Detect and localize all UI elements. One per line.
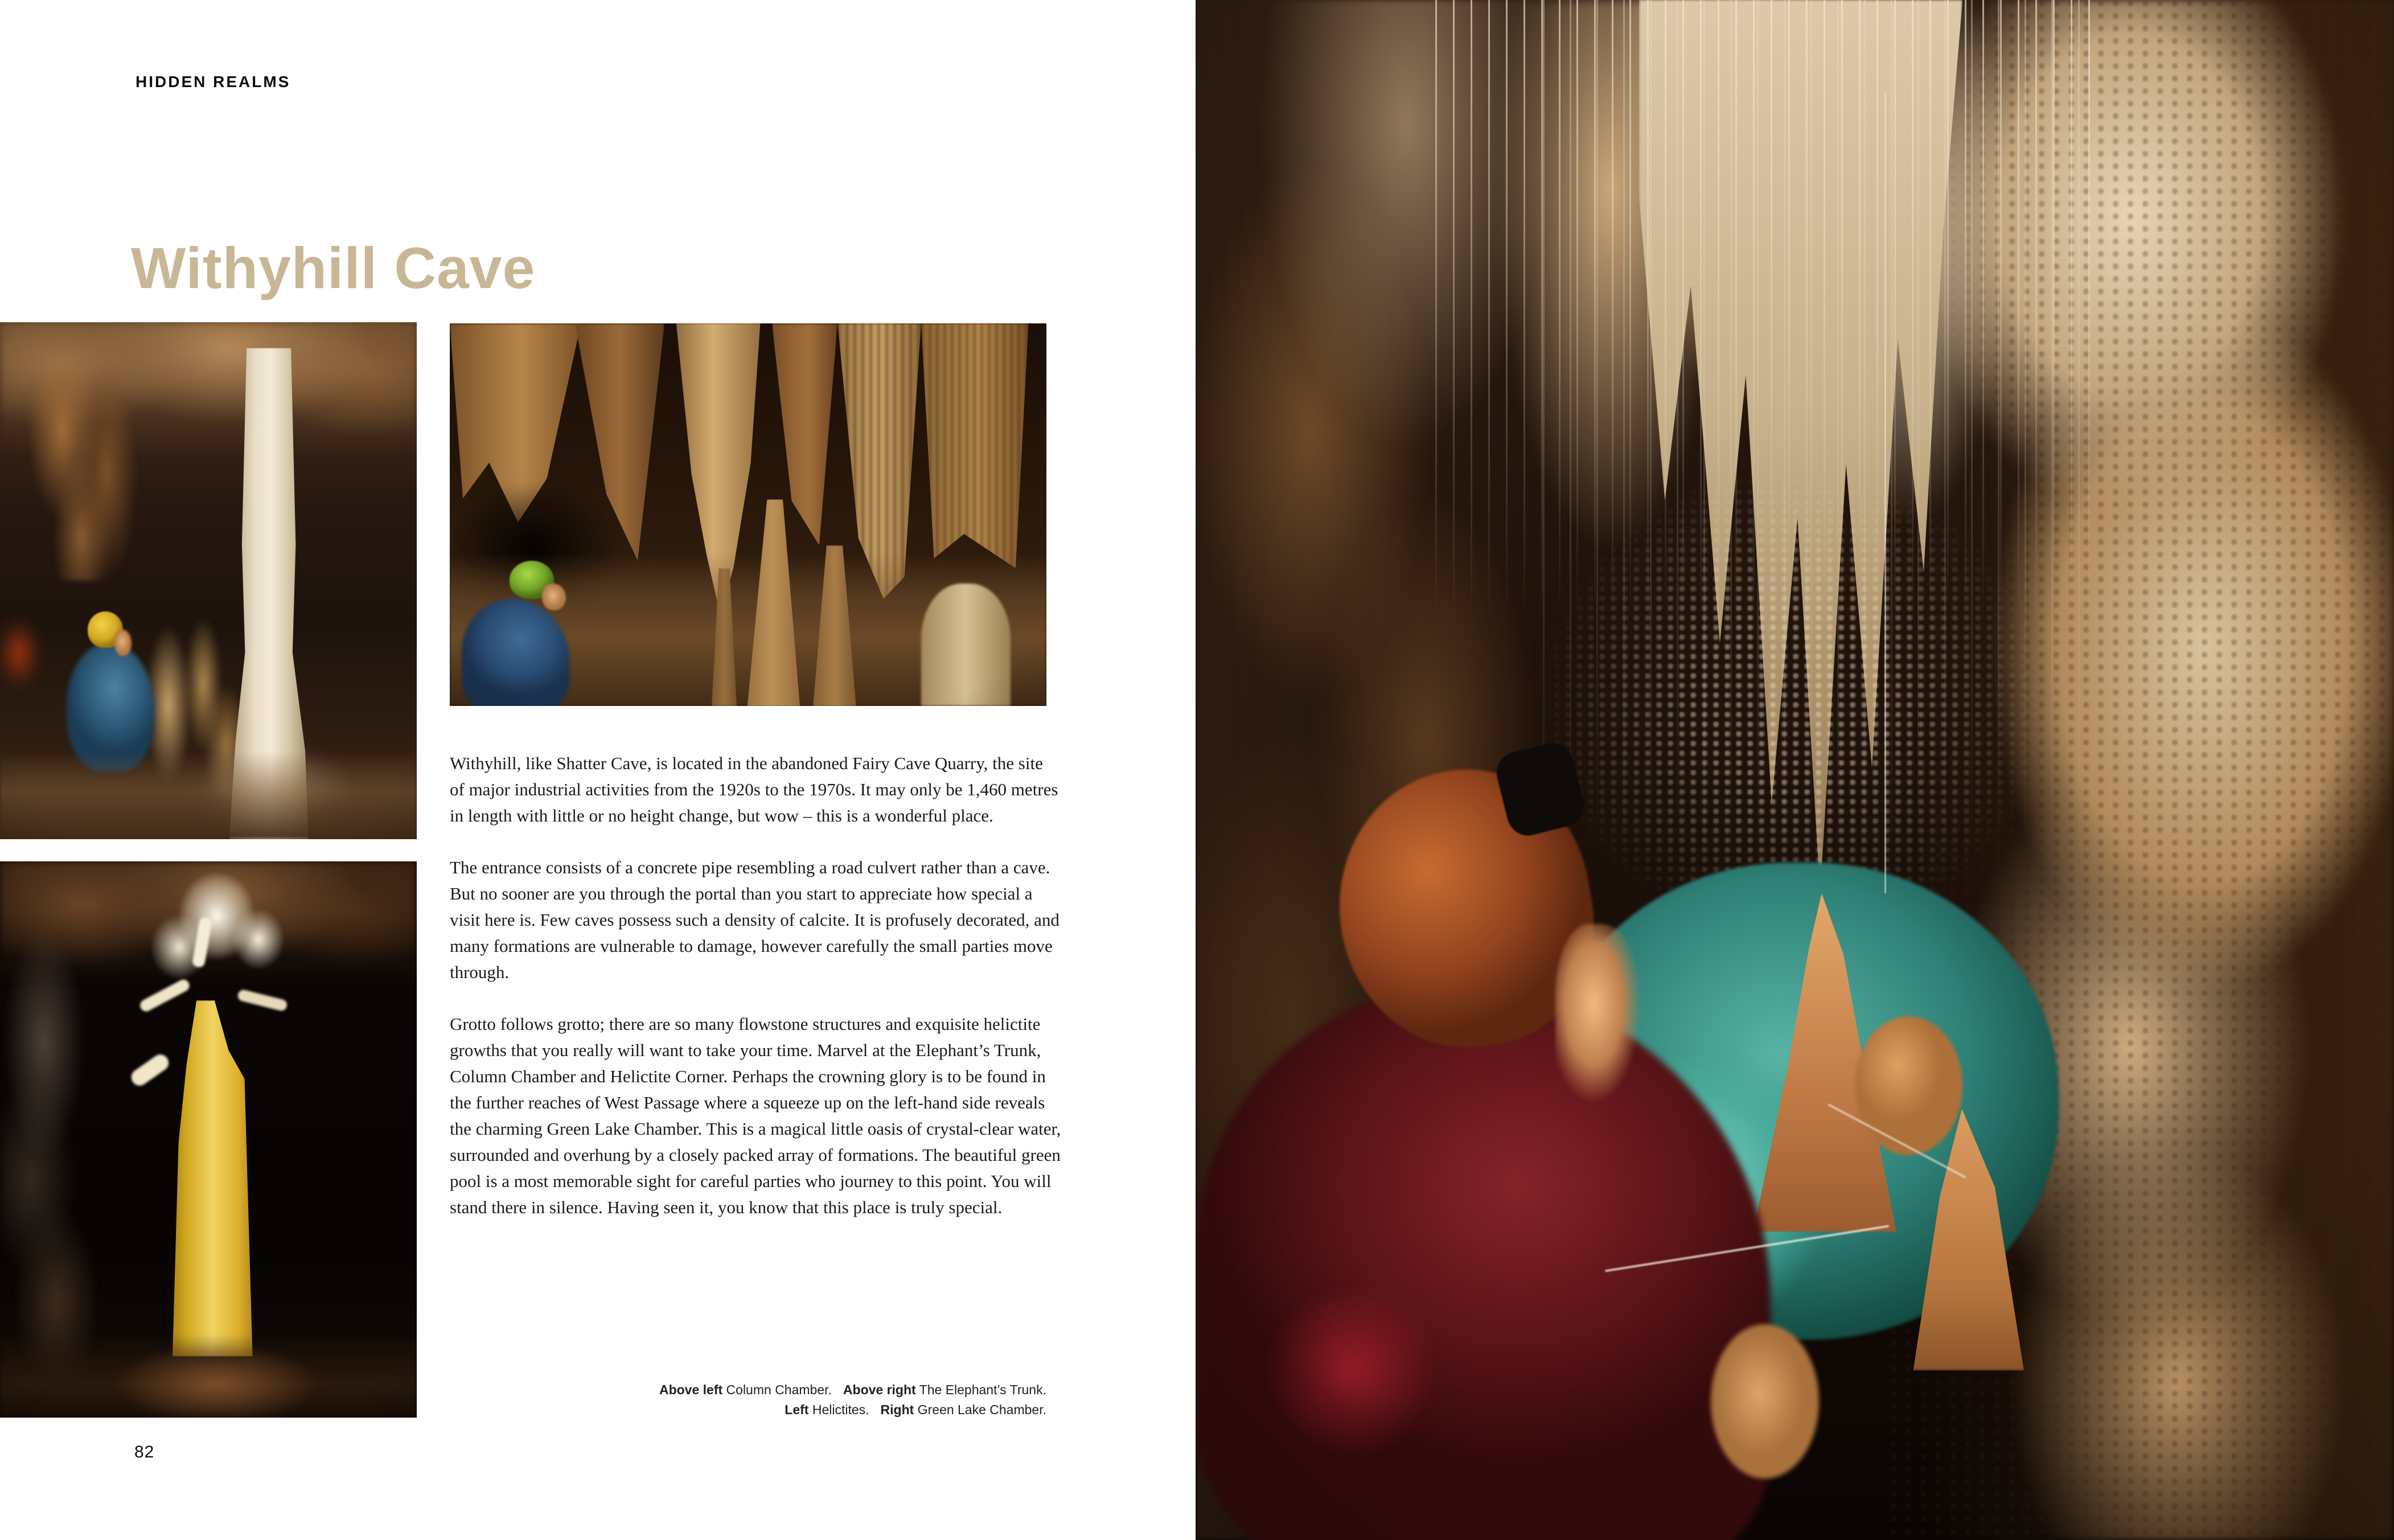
page-title: Withyhill Cave [131, 236, 536, 301]
section-kicker: HIDDEN REALMS [135, 73, 291, 91]
caption-segment [843, 1382, 1046, 1397]
photo-vignette [450, 323, 1046, 706]
photo-vignette [0, 861, 417, 1418]
caption-label: Right [880, 1402, 914, 1417]
caption-text: Green Lake Chamber. [917, 1402, 1046, 1417]
caption-label: Left [785, 1402, 809, 1417]
photo-captions [450, 1380, 1046, 1420]
caption-text: The Elephant’s Trunk. [919, 1382, 1046, 1397]
photo-vignette [0, 322, 417, 839]
caption-segment [881, 1402, 1046, 1417]
article-body [450, 750, 1062, 1246]
photo-column-chamber [0, 322, 417, 839]
page-number: 82 [134, 1443, 155, 1461]
caption-segment [659, 1382, 832, 1397]
caption-line [450, 1380, 1046, 1400]
paragraph: The entrance consists of a concrete pipe resembling a road culvert rather than a cave. But no sooner are you through the portal than you start to appreciate how special a visit here is. Few caves possess such a density of calcite. It is profusely decorated, and many formations are vulnerable to damage, however carefully the small parties move through. [450, 857, 1060, 982]
caption-line [450, 1400, 1046, 1420]
caption-text: Column Chamber. [726, 1382, 832, 1397]
photo-green-lake-chamber [1196, 0, 2394, 1540]
photo-elephants-trunk [450, 323, 1046, 706]
caption-label: Above right [843, 1382, 916, 1397]
caption-segment [785, 1402, 869, 1417]
caption-text: Helictites. [812, 1402, 869, 1417]
paragraph: Withyhill, like Shatter Cave, is located in the abandoned Fairy Cave Quarry, the site of major industrial activities from the 1920s to the 1970s. It may only be 1,460 metres in length with little or no height change, but wow – this is a wonderful place. [450, 753, 1058, 826]
caption-label: Above left [659, 1382, 723, 1397]
photo-helictites [0, 861, 417, 1418]
photo-vignette [1196, 0, 2394, 1540]
paragraph: Grotto follows grotto; there are so many flowstone structures and exquisite helictite growths that you really will want to take your time. Marvel at the Elephant’s Trunk, Column Chamber and Helictite Corner. Perhaps the crowning glory is to be found in the further reaches of West Passage where a squeeze up on the left-hand side reveals the charming Green Lake Chamber. This is a magical little oasis of crystal-clear water, surrounded and overhung by a closely packed array of formations. The beautiful green pool is a most memorable sight for careful parties who journey to this point. You will stand there in silence. Having seen it, you know that this place is truly special. [450, 1014, 1061, 1217]
